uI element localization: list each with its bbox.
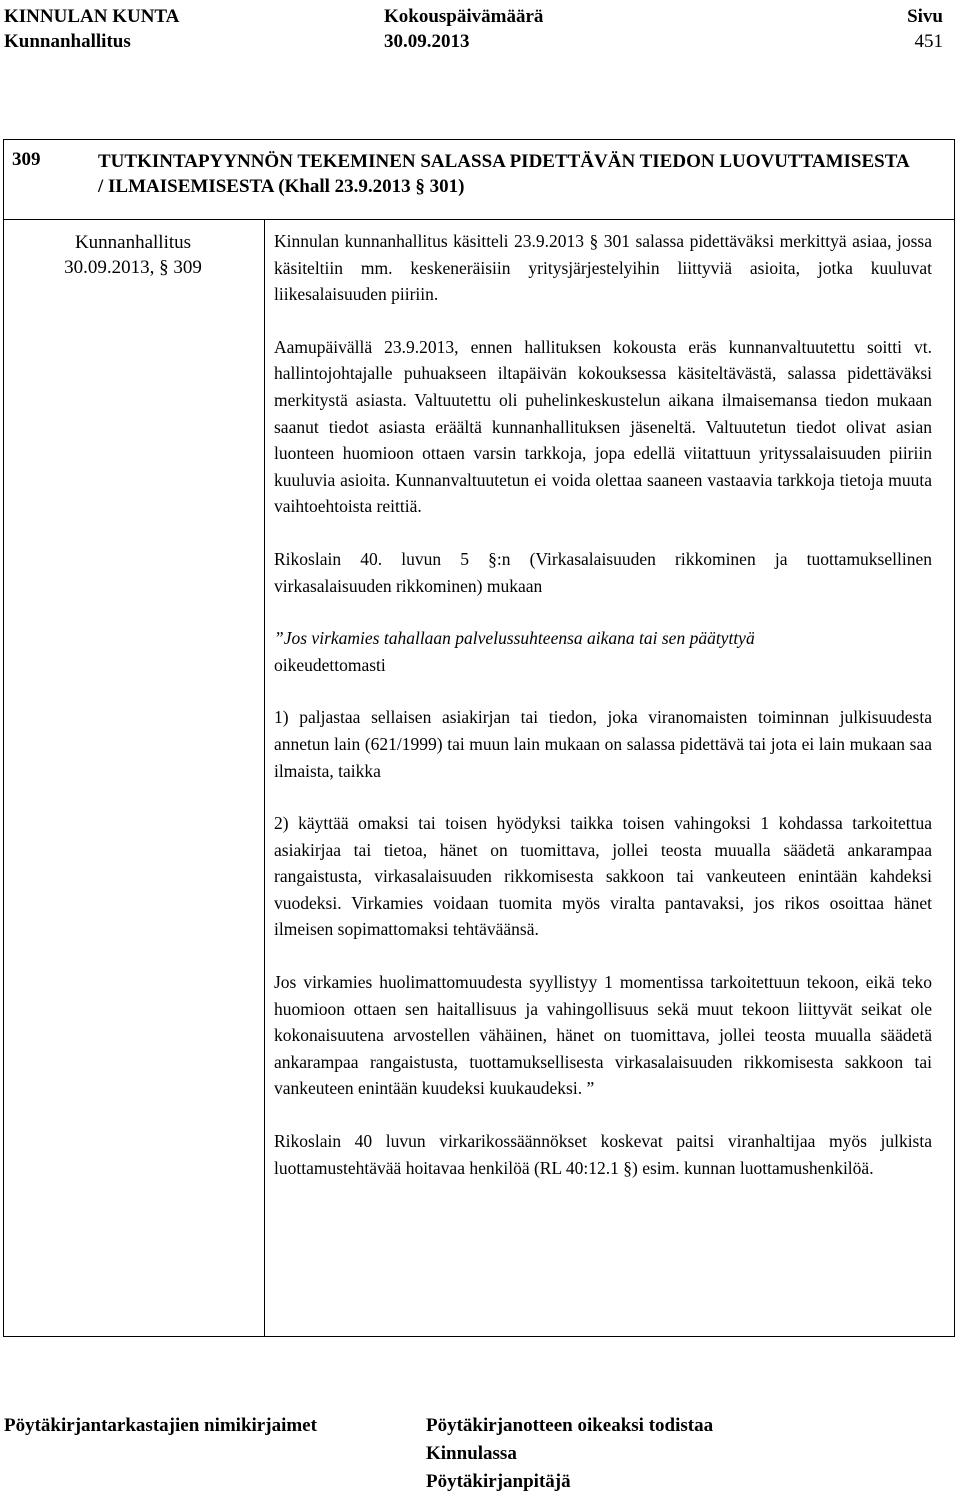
body-name: Kunnanhallitus: [4, 31, 131, 52]
minutes-section-box: [3, 139, 955, 1337]
paragraph-5: 2) käyttää omaksi tai toisen hyödyksi taikka toisen vahingoksi 1 kohdassa tarkoitettua asiakirjaa tai tietoa, hänet on tuomittava, jollei teosta muualla säädetä ankarampaa rangaistusta, virkasalaisuuden rikkomisesta sakkoon tai vankeuteen enintään kahdeksi vuodeksi. Virkamies voidaan tuomita myös viralta pantavaksi, jos rikos osoittaa hänet ilmeisen sopimattomaksi tehtäväänsä.: [274, 813, 932, 940]
section-number: 309: [12, 149, 41, 170]
quote-lead: ”Jos virkamies tahallaan palvelussuhteensa aikana tai sen päätyttyä: [274, 628, 755, 649]
certification-role: Pöytäkirjanpitäjä: [426, 1471, 571, 1492]
section-divider: [4, 219, 954, 220]
footer-certification: [426, 1412, 713, 1496]
section-reference: [4, 230, 262, 280]
footer-initials-label: Pöytäkirjantarkastajien nimikirjaimet: [4, 1415, 317, 1436]
date-value: 30.09.2013: [384, 31, 470, 52]
paragraph-6: Jos virkamies huolimattomuudesta syyllistyy 1 momentissa tarkoitettuun tekoon, eikä teko huomioon ottaen sen haitallisuus ja vahingollisuus sekä muut tekoon liittyvät seikat ole kokonaisuutena arvostellen vähäinen, hänet on tuomittava, jollei teosta muualla säädetä ankarampaa rangaistusta, tuottamuksellisesta virkasalaisuuden rikkomisesta sakkoon tai vankeuteen enintään kuudeksi kuukaudeksi. ”: [274, 972, 932, 1099]
date-label: Kokouspäivämäärä: [384, 6, 544, 27]
paragraph-4: 1) paljastaa sellaisen asiakirjan tai tiedon, joka viranomaisten toiminnan julkisuudesta annetun lain (621/1999) tai muun lain mukaan on salassa pidettävä tai jota ei lain mukaan saa ilmaista, taikka: [274, 707, 932, 781]
paragraph-3: Rikoslain 40. luvun 5 §:n (Virkasalaisuuden rikkominen ja tuottamuksellinen virkasalaisuuden rikkominen) mukaan: [274, 548, 932, 596]
header-left: [4, 4, 179, 54]
page-number: 451: [914, 31, 943, 52]
reference-body: Kunnanhallitus: [74, 232, 192, 253]
header-center: [384, 4, 543, 54]
header-right: [873, 4, 943, 54]
quote-lead-continuation: oikeudettomasti: [274, 654, 386, 675]
paragraph-1: Kinnulan kunnanhallitus käsitteli 23.9.2013 § 301 salassa pidettäväksi merkittyä asiaa, jossa käsiteltiin mm. keskeneräisiin yritysjärjestelyihin liittyviä asioita, jotka kuuluvat liikesalaisuuden piiriin.: [274, 231, 932, 305]
page-header: [0, 4, 960, 54]
reference-date: 30.09.2013, § 309: [64, 257, 202, 278]
section-title: TUTKINTAPYYNNÖN TEKEMINEN SALASSA PIDETTÄVÄN TIEDON LUOVUTTAMISESTA / ILMAISEMISESTA (Khall 23.9.2013 § 301): [98, 151, 909, 197]
section-body: [274, 228, 932, 1181]
page-label: Sivu: [907, 6, 943, 27]
certification-place: Kinnulassa: [426, 1443, 517, 1464]
paragraph-2: Aamupäivällä 23.9.2013, ennen hallituksen kokousta eräs kunnanvaltuutettu soitti vt. hallintojohtajalle puhuakseen iltapäivän kokouksessa käsiteltävästä, salassa pidettäväksi merkitystä asiasta. Valtuutettu oli puhelinkeskustelun aikana ilmaisemansa tiedon mukaan saanut tiedot asiasta eräältä kunnanhallituksen jäseneltä. Valtuutetun tiedot olivat asian luonteen huomioon ottaen varsin tarkkoja, jopa edellä viitattuun yrityssalaisuuden piiriin kuuluvia asioita. Kunnanvaltuutetun ei voida olettaa saaneen vastaavia tarkkoja tietoja muuta vaihtoehtoista reittiä.: [274, 336, 932, 517]
column-divider: [264, 219, 265, 1336]
municipality-name: KINNULAN KUNTA: [4, 6, 180, 27]
paragraph-7: Rikoslain 40 luvun virkarikossäännökset koskevat paitsi viranhaltijaa myös julkista luottamustehtävää hoitavaa henkilöä (RL 40:12.1 §) esim. kunnan luottamushenkilöä.: [274, 1131, 932, 1178]
certification-label: Pöytäkirjanotteen oikeaksi todistaa: [426, 1415, 714, 1436]
